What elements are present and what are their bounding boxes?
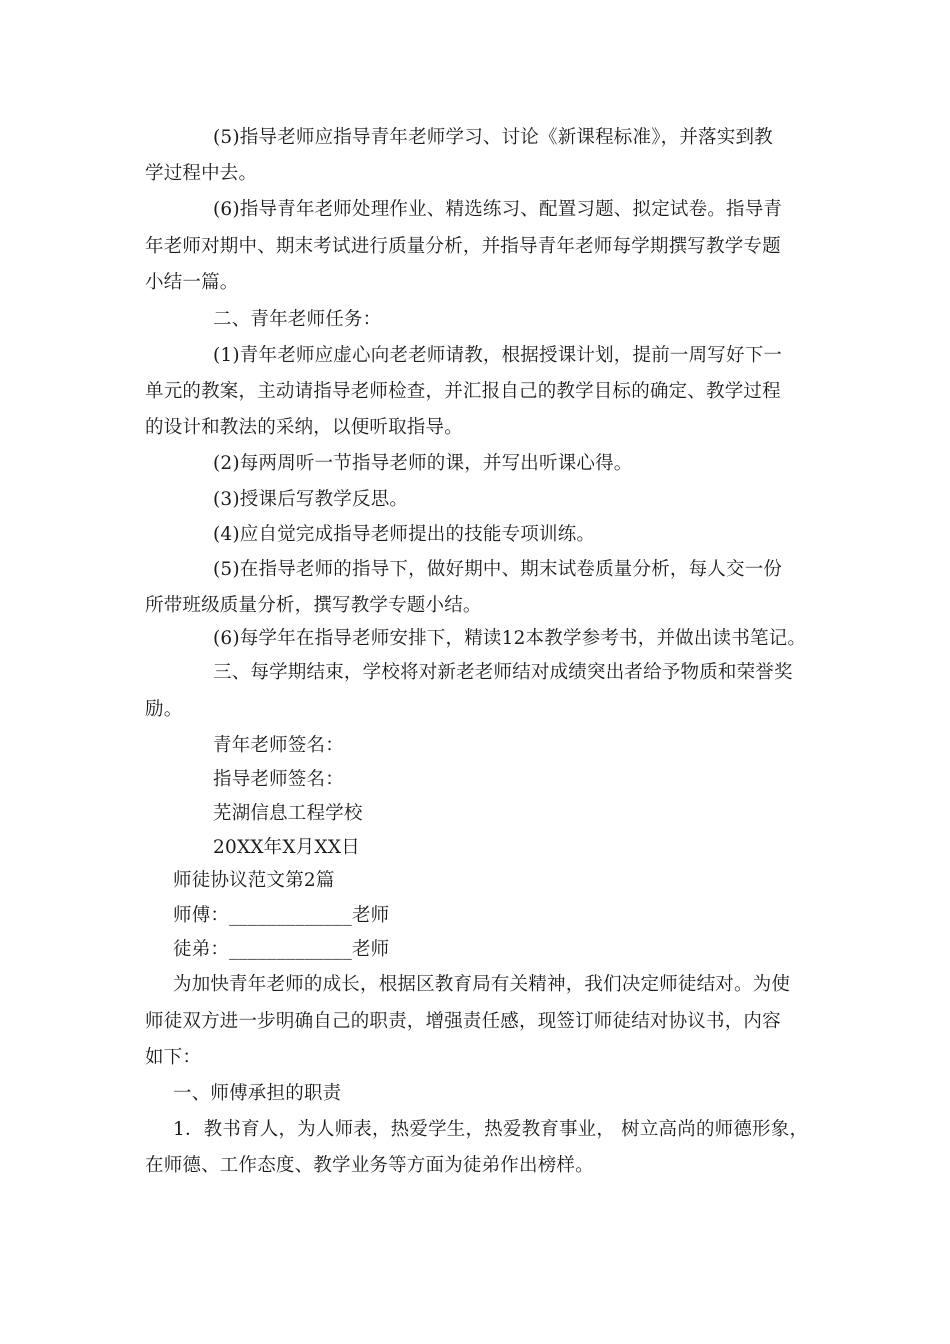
apprentice-line: 徒弟：_____________老师 [173, 939, 390, 960]
date-line: 20XX年X月XX日 [213, 837, 360, 858]
paragraph-line: 在师德、工作态度、教学业务等方面为徒弟作出榜样。 [145, 1155, 594, 1176]
paragraph-line: (5)指导老师应指导青年老师学习、讨论《新课程标准》，并落实到教 [213, 127, 773, 148]
article-title: 师徒协议范文第2篇 [173, 870, 335, 891]
paragraph-line: 所带班级质量分析，撰写教学专题小结。 [145, 595, 482, 616]
paragraph-line: 三、每学期结束，学校将对新老老师结对成绩突出者给予物质和荣誉奖 [213, 662, 793, 683]
paragraph-line: (6)每学年在指导老师安排下，精读12本教学参考书，并做出读书笔记。 [213, 628, 807, 649]
school-name: 芜湖信息工程学校 [213, 803, 363, 824]
paragraph-line: (2)每两周听一节指导老师的课，并写出听课心得。 [213, 453, 633, 474]
paragraph-line: 的设计和教法的采纳，以便听取指导。 [145, 417, 463, 438]
paragraph-line: (3)授课后写教学反思。 [213, 489, 409, 510]
paragraph-line: 小结一篇。 [145, 272, 239, 293]
paragraph-line: (4)应自觉完成指导老师提出的技能专项训练。 [213, 524, 596, 545]
paragraph-line: (1)青年老师应虚心向老老师请教，根据授课计划，提前一周写好下一 [213, 345, 783, 366]
paragraph-line: 单元的教案，主动请指导老师检查，并汇报自己的教学目标的确定、教学过程 [145, 381, 781, 402]
signature-label: 青年老师签名： [213, 735, 344, 756]
paragraph-line: 年老师对期中、期末考试进行质量分析，并指导青年老师每学期撰写教学专题 [145, 236, 781, 257]
section-heading: 一、师傅承担的职责 [173, 1083, 342, 1104]
paragraph-line: 励。 [145, 699, 183, 720]
paragraph-line: 如下： [145, 1047, 202, 1068]
section-heading: 二、青年老师任务： [213, 309, 382, 330]
paragraph-line: 为加快青年老师的成长，根据区教育局有关精神，我们决定师徒结对。为使 [173, 974, 791, 995]
mentor-line: 师傅：_____________老师 [173, 905, 390, 926]
paragraph-line: 师徒双方进一步明确自己的职责，增强责任感，现签订师徒结对协议书，内容 [145, 1011, 781, 1032]
paragraph-line: (5)在指导老师的指导下，做好期中、期末试卷质量分析，每人交一份 [213, 559, 783, 580]
paragraph-line: (6)指导青年老师处理作业、精选练习、配置习题、拟定试卷。指导青 [213, 199, 783, 220]
paragraph-line: 1．教书育人，为人师表，热爱学生，热爱教育事业， 树立高尚的师德形象， [173, 1119, 809, 1140]
signature-label: 指导老师签名： [213, 769, 344, 790]
paragraph-line: 学过程中去。 [145, 163, 258, 184]
